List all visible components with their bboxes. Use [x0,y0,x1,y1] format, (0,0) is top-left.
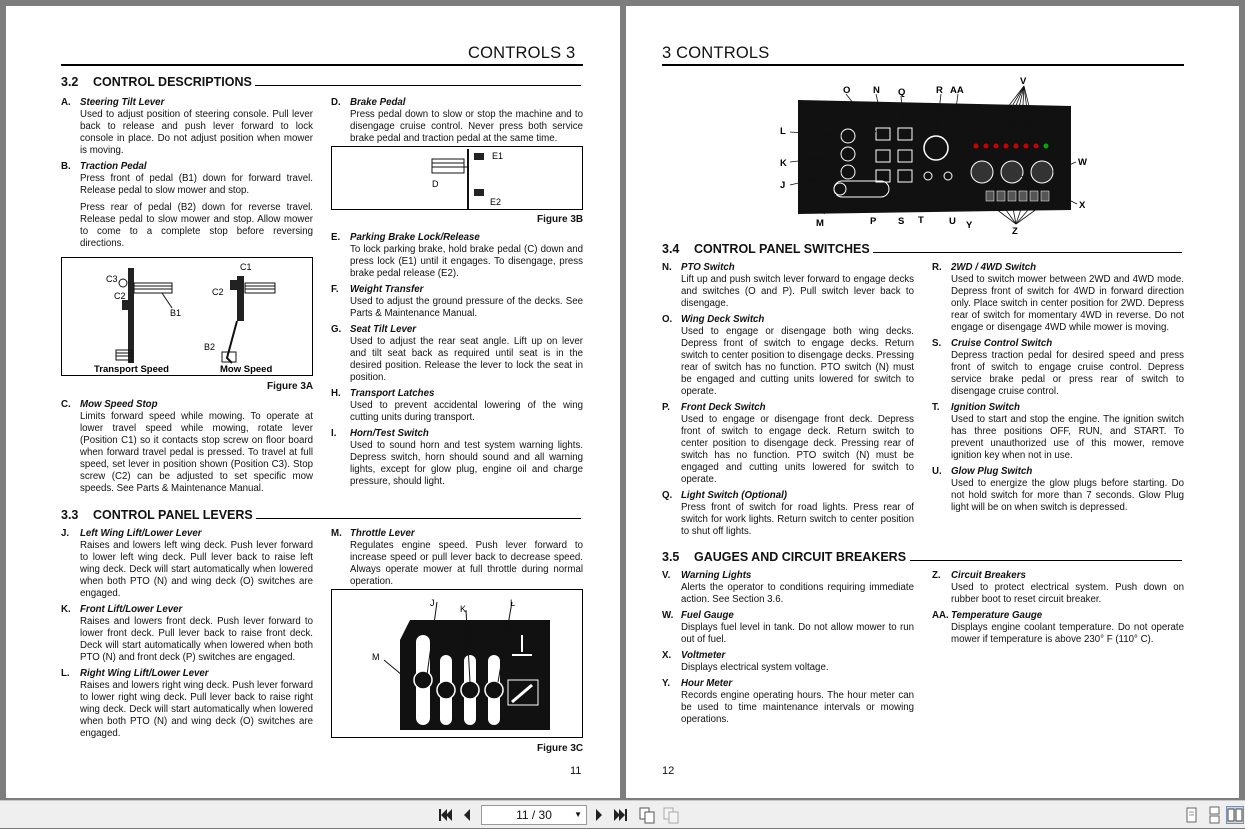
item-key: W. [662,610,674,621]
item-z [932,570,1184,606]
item-title: Fuel Gauge [681,610,734,621]
section-rule [255,85,581,86]
figure-3a-drawing [62,258,312,375]
label-t: T [918,215,924,226]
label-k: K [460,604,467,614]
page-12 [626,6,1239,798]
label-y: Y [966,220,973,231]
item-text: Used to adjust position of steering console. Pull lever back to release and push lever forward to lock console in place. Do not adjust position when mower is moving. [80,109,313,156]
item-key: L. [61,668,70,679]
label-l: L [780,126,786,137]
item-q [662,490,914,538]
item-text: Used to prevent accidental lowering of the wing cutting units during transport. [350,400,583,423]
column-left-top [662,262,914,542]
section-number: 3.4 [662,242,680,256]
viewer-toolbar [0,800,1245,828]
item-title: 2WD / 4WD Switch [951,262,1037,273]
section-title: CONTROL PANEL SWITCHES [694,242,870,256]
item-text: Used to adjust the rear seat angle. Lift up on lever and tilt seat back as required until seat is in the desired position. Release the lever to lock the seat in position. [350,336,583,383]
item-key: H. [331,388,341,399]
item-key: AA. [932,610,949,621]
item-text: Press front of pedal (B1) down for forward travel. Release pedal to slow mower and stop. [80,173,313,196]
continuous-view-icon[interactable] [1205,806,1223,824]
item-t [932,402,1184,462]
item-text: Alerts the operator to conditions requiring immediate action. See Section 3.6. [681,582,914,605]
item-title: Brake Pedal [350,97,406,108]
item-u [932,466,1184,514]
section-heading-3-3 [61,508,581,522]
item-title: Right Wing Lift/Lower Lever [80,668,209,679]
item-text: Displays electrical system voltage. [681,662,829,673]
item-title: Warning Lights [681,570,752,581]
control-panel-drawing [776,76,1106,236]
header-rule [61,64,583,66]
item-title: Hour Meter [681,678,733,689]
page-number-select[interactable] [481,805,587,825]
item-key: O. [662,314,673,325]
label-w: W [1078,157,1087,168]
item-title: Seat Tilt Lever [350,324,417,335]
item-k [61,604,313,664]
item-title: Glow Plug Switch [951,466,1033,477]
section-title: CONTROL DESCRIPTIONS [93,75,252,89]
item-text: Raises and lowers front deck. Push lever forward to lower front deck. Pull lever back to raise front deck. Deck will start automatically when lowered when both PTO (N) and front deck (P) switches are engaged. [80,616,313,663]
column-right-bottom [932,570,1184,650]
page-number: 11 [570,765,582,777]
item-text: Raises and lowers right wing deck. Push lever forward to lower right wing deck. Pull lever back to raise right wing deck. Deck will start automatically when lowered when both PTO (N) and wing deck (O) switches are engaged. [80,680,313,739]
label-j: J [780,180,786,191]
item-key: Z. [932,570,941,581]
label-k: K [780,158,787,169]
label-o: O [843,85,851,96]
label-j: J [430,598,435,608]
item-text: Regulates engine speed. Push lever forward to increase speed or pull lever back to decrease speed. Always operate mower at full throttle during normal operation. [350,540,583,587]
page-number: 12 [662,765,675,777]
item-title: Parking Brake Lock/Release [350,232,480,243]
label-u: U [949,216,956,227]
item-title: Left Wing Lift/Lower Lever [80,528,202,539]
item-key: E. [331,232,341,243]
item-key: P. [662,402,670,413]
item-title: Cruise Control Switch [951,338,1053,349]
item-b [61,161,313,250]
figure-3b-drawing [332,147,582,209]
paste-page-icon[interactable] [662,806,680,824]
item-key: Y. [662,678,671,689]
label-e1: E1 [492,151,504,161]
label-c2-right: C2 [212,287,224,297]
label-x: X [1079,200,1086,211]
item-j [61,528,313,600]
item-text: Limits forward speed while mowing. To operate at lower travel speed while mowing, rotate lever (Position C1) so it contacts stop screw on floor board when forward travel pedal is pressed. To travel at full speed, set lever in position shown (Position C3). Stop screw (C2) can be adjusted to set specific mow speeds. See Parts & Maintenance Manual. [80,411,313,494]
item-key: N. [662,262,672,273]
label-m: M [372,652,380,662]
figure-3c [331,589,583,738]
label-m: M [816,218,824,229]
item-g [331,324,583,384]
previous-page-icon[interactable] [458,806,476,824]
first-page-icon[interactable] [436,806,454,824]
item-f [331,284,583,320]
section-title: CONTROL PANEL LEVERS [93,508,253,522]
item-r [932,262,1184,334]
item-a [61,97,313,157]
item-text: To lock parking brake, hold brake pedal (C) down and press lock (E1) until it engages. To disengage, press brake pedal release (E2). [350,244,583,279]
column-right-top [932,262,1184,518]
section-rule [873,252,1182,253]
label-b2: B2 [204,342,216,352]
page-header: 3 CONTROLS [662,44,770,62]
page-11 [6,6,620,798]
section-heading-3-4 [662,242,1182,256]
item-key: I. [331,428,337,439]
item-p [662,402,914,486]
item-key: F. [331,284,339,295]
figure-3a [61,257,313,376]
label-s: S [898,216,905,227]
label-e2: E2 [490,197,502,207]
item-key: X. [662,650,672,661]
item-i [331,428,583,488]
item-title: Light Switch (Optional) [681,490,788,501]
item-text: Used to sound horn and test system warning lights. Depress switch, horn should sound and all warning lights, except for glow plug, engine oil and charge pressure, should light. [350,440,583,487]
single-page-view-icon[interactable] [1182,806,1200,824]
column-left-bottom [61,528,313,744]
item-key: R. [932,262,942,273]
item-key: V. [662,570,671,581]
item-text: Used to adjust the ground pressure of the decks. See Parts & Maintenance Manual. [350,296,583,319]
item-v [662,570,914,606]
copy-page-icon[interactable] [638,806,656,824]
item-title: Throttle Lever [350,528,415,539]
item-key: C. [61,399,71,410]
item-text: Press pedal down to slow or stop the machine and to disengage cruise control. Never press both service brake pedal and traction pedal at the same time. [350,109,583,144]
header-rule [662,64,1184,66]
section-number: 3.3 [61,508,79,522]
item-key: M. [331,528,342,539]
label-n: N [873,85,880,96]
figure-3b [331,146,583,210]
label-c3: C3 [106,274,118,284]
section-number: 3.2 [61,75,79,89]
section-title: GAUGES AND CIRCUIT BREAKERS [694,550,907,564]
label-l: L [510,598,516,608]
figure-3c-drawing [332,590,582,737]
item-text: Used to engage or disengage both wing decks. Depress front of switch to engage decks. Return switch to center position to disengage decks. Pressing rear of switch has no function. PTO switch (N) must be engaged and cutting units lowered for switch to operate. [681,326,914,397]
item-o [662,314,914,398]
label-z: Z [1012,226,1018,236]
item-c [61,399,313,495]
two-page-view-icon[interactable] [1226,806,1244,824]
item-title: Horn/Test Switch [350,428,429,439]
control-panel-figure [776,76,1106,236]
item-title: Transport Latches [350,388,435,399]
item-d [331,97,583,145]
column-left-mid [61,399,313,499]
item-key: Q. [662,490,673,501]
item-x [662,650,914,674]
figure-3b-caption: Figure 3B [537,214,584,225]
item-text: Used to energize the glow plugs before starting. Do not hold switch for more than 7 seconds. Glow Plug light will be on when switch is depressed. [951,478,1184,513]
item-aa [932,610,1184,646]
item-title: Weight Transfer [350,284,424,295]
item-text: Used to engage or disengage front deck. Depress front of switch to engage deck. Return switch to center position to disengage deck. Pressing rear of switch has no function. PTO switch (N) must be engaged and cutting units lowered for switch to operate. [681,414,914,485]
item-title: Voltmeter [681,650,726,661]
label-c1: C1 [240,262,252,272]
item-text: Lift up and push switch lever forward to engage decks and switches (O and P). Pull switch lever back to disengage. [681,274,914,309]
item-title: Front Lift/Lower Lever [80,604,183,615]
item-text: Used to start and stop the engine. The ignition switch has three positions OFF, RUN, and START. To prevent unauthorized use of this mower, remove ignition key when not in use. [951,414,1184,461]
figure-3c-caption: Figure 3C [537,743,584,754]
column-right-mid [331,232,583,492]
item-key: G. [331,324,342,335]
label-mow-speed: Mow Speed [220,364,273,375]
dropdown-arrow-icon: ▼ [574,810,582,819]
item-text: Depress traction pedal for desired speed and press front of switch to engage cruise control. Depress service brake pedal or press rear of switch to disengage cruise control. [951,350,1184,397]
item-title: Front Deck Switch [681,402,766,413]
item-title: PTO Switch [681,262,735,273]
item-key: K. [61,604,71,615]
label-q: Q [898,87,906,98]
page-header: CONTROLS 3 [468,44,576,62]
item-h [331,388,583,424]
label-p: P [870,216,877,227]
item-s [932,338,1184,398]
label-d: D [432,179,439,189]
section-number: 3.5 [662,550,680,564]
item-e [331,232,583,280]
item-title: Circuit Breakers [951,570,1026,581]
item-n [662,262,914,310]
section-rule [910,560,1182,561]
section-rule [256,518,581,519]
page-indicator: 11 / 30 [516,808,552,822]
item-title: Traction Pedal [80,161,147,172]
item-title: Steering Tilt Lever [80,97,165,108]
item-text: Displays fuel level in tank. Do not allow mower to run out of fuel. [681,622,914,645]
section-heading-3-2 [61,75,581,89]
item-title: Wing Deck Switch [681,314,765,325]
label-c2-left: C2 [114,291,126,301]
item-key: D. [331,97,341,108]
column-left-top [61,97,313,254]
next-page-icon[interactable] [590,806,608,824]
item-w [662,610,914,646]
item-text: Displays engine coolant temperature. Do not operate mower if temperature is above 230° F (110° C). [951,622,1184,645]
item-key: T. [932,402,940,413]
item-text: Press front of switch for road lights. Press rear of switch for work lights. Return switch to center position to shut off lights. [681,502,914,537]
label-r: R [936,85,943,96]
section-heading-3-5 [662,550,1182,564]
item-text: Records engine operating hours. The hour meter can be used to time maintenance intervals or mowing operations. [681,690,914,725]
item-key: J. [61,528,70,539]
item-key: U. [932,466,942,477]
item-text: Raises and lowers left wing deck. Push lever forward to lower left wing deck. Pull lever back to raise left wing deck. Deck will start automatically when lowered when both PTO (N) and wing deck (O) switches are engaged. [80,540,313,599]
item-l [61,668,313,740]
item-m [331,528,583,588]
item-text: Used to protect electrical system. Push down on rubber boot to reset circuit breaker. [951,582,1184,605]
item-title: Temperature Gauge [951,610,1043,621]
item-text: Used to switch mower between 2WD and 4WD mode. Depress front of switch for 4WD in forward direction only. Place switch in center position for 2WD. Depress rear of switch for momentary 4WD in reverse. Do not engage or disengage 4WD while mower is moving. [951,274,1184,333]
figure-3a-caption: Figure 3A [267,381,314,392]
item-text: Press rear of pedal (B2) down for reverse travel. Release pedal to slow mower and stop. Allow mower to come to a complete stop before reversing directions. [80,202,313,249]
column-right-top [331,97,583,149]
label-b1: B1 [170,308,182,318]
item-key: S. [932,338,942,349]
item-key: B. [61,161,71,172]
column-left-bottom [662,570,914,730]
label-transport-speed: Transport Speed [94,364,169,375]
item-title: Mow Speed Stop [80,399,158,410]
label-aa: AA [950,85,964,96]
label-v: V [1020,76,1027,87]
item-key: A. [61,97,71,108]
item-title: Ignition Switch [951,402,1020,413]
last-page-icon[interactable] [612,806,630,824]
item-y [662,678,914,726]
column-right-bottom [331,528,583,592]
